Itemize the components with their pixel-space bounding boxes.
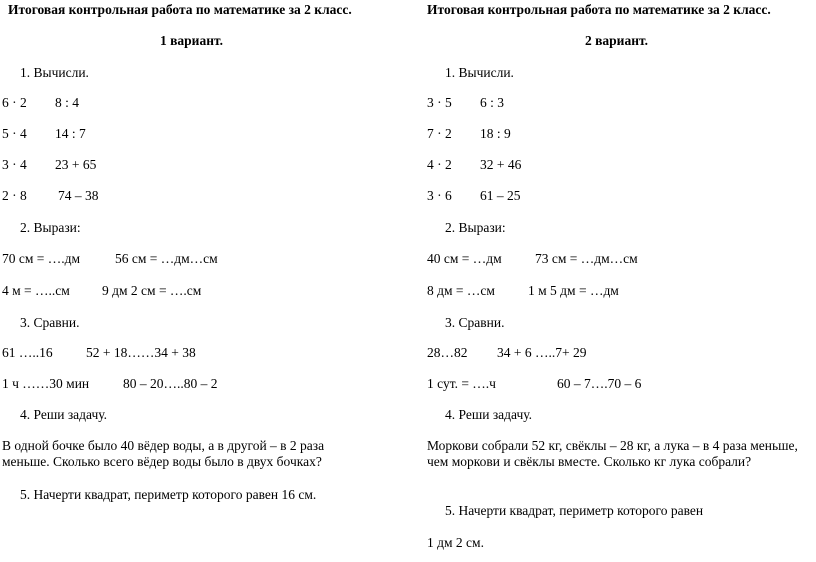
v1-task2-label: 2. Вырази: <box>20 220 81 235</box>
v1-task1-row3-a: 3 · 4 <box>2 157 27 172</box>
v2-task1-row3-a: 4 · 2 <box>427 157 452 172</box>
v1-title: Итоговая контрольная работа по математике за 2 класс. <box>8 2 352 17</box>
v1-task3-label: 3. Сравни. <box>20 315 80 330</box>
v1-task1-row2-b: 14 : 7 <box>55 126 86 141</box>
v1-task1-row4-b: 74 – 38 <box>58 188 99 203</box>
v2-task1-row4-a: 3 · 6 <box>427 188 452 203</box>
v1-task1-row2-a: 5 · 4 <box>2 126 27 141</box>
v2-task3-label: 3. Сравни. <box>445 315 505 330</box>
v1-task1-row3-b: 23 + 65 <box>55 157 97 172</box>
v2-task2-row1-b: 73 см = …дм…см <box>535 251 638 266</box>
v1-task3-row2-b: 80 – 20…..80 – 2 <box>123 376 218 391</box>
v1-task3-row2-a: 1 ч ……30 мин <box>2 376 90 391</box>
v1-task2-row2-a: 4 м = …..см <box>2 283 70 298</box>
v2-task2-row2-a: 8 дм = …см <box>427 283 495 298</box>
v1-task2-row2-b: 9 дм 2 см = ….см <box>102 283 202 298</box>
v1-task4-label: 4. Реши задачу. <box>20 407 108 422</box>
v2-task2-label: 2. Вырази: <box>445 220 506 235</box>
v2-task4-text: Моркови собрали 52 кг, свёклы – 28 кг, а лука – в 4 раза меньше, чем моркови и свёклы вместе. Сколько кг лука собрали? <box>427 438 798 469</box>
v1-task3-row1-a: 61 …..16 <box>2 345 53 360</box>
v2-variant-heading: 2 вариант. <box>585 33 648 48</box>
v2-title: Итоговая контрольная работа по математике за 2 класс. <box>427 2 771 17</box>
v2-task2-row2-b: 1 м 5 дм = …дм <box>528 283 619 298</box>
v2-task1-row2-a: 7 · 2 <box>427 126 452 141</box>
v1-task1-row1-a: 6 · 2 <box>2 95 27 110</box>
v2-task1-row2-b: 18 : 9 <box>480 126 511 141</box>
v2-task1-row3-b: 32 + 46 <box>480 157 522 172</box>
v2-task1-row1-a: 3 · 5 <box>427 95 452 110</box>
v2-task5-extra: 1 дм 2 см. <box>427 535 484 550</box>
variant-1-column <box>0 0 400 562</box>
variant-2-column <box>425 0 816 562</box>
v1-task3-row1-b: 52 + 18……34 + 38 <box>86 345 196 360</box>
v1-task2-row1-b: 56 см = …дм…см <box>115 251 218 266</box>
v1-task5-label: 5. Начерти квадрат, периметр которого равен 16 см. <box>20 487 317 502</box>
v1-task1-label: 1. Вычисли. <box>20 65 89 80</box>
v1-task1-row4-a: 2 · 8 <box>2 188 27 203</box>
v2-task2-row1-a: 40 см = …дм <box>427 251 502 266</box>
v2-task1-label: 1. Вычисли. <box>445 65 514 80</box>
v2-task1-row1-b: 6 : 3 <box>480 95 505 110</box>
v2-task3-row2-a: 1 сут. = ….ч <box>427 376 496 391</box>
v2-task3-row1-a: 28…82 <box>427 345 468 360</box>
v1-task2-row1-a: 70 см = ….дм <box>2 251 81 266</box>
v2-task3-row2-b: 60 – 7….70 – 6 <box>557 376 642 391</box>
v2-task5-label: 5. Начерти квадрат, периметр которого равен <box>445 503 704 518</box>
v1-task1-row1-b: 8 : 4 <box>55 95 80 110</box>
v2-task3-row1-b: 34 + 6 …..7+ 29 <box>497 345 587 360</box>
v1-task4-text: В одной бочке было 40 вёдер воды, а в другой – в 2 раза меньше. Сколько всего вёдер воды было в двух бочках? <box>2 438 325 469</box>
v2-task1-row4-b: 61 – 25 <box>480 188 521 203</box>
v2-task4-label: 4. Реши задачу. <box>445 407 533 422</box>
v1-variant-heading: 1 вариант. <box>160 33 223 48</box>
